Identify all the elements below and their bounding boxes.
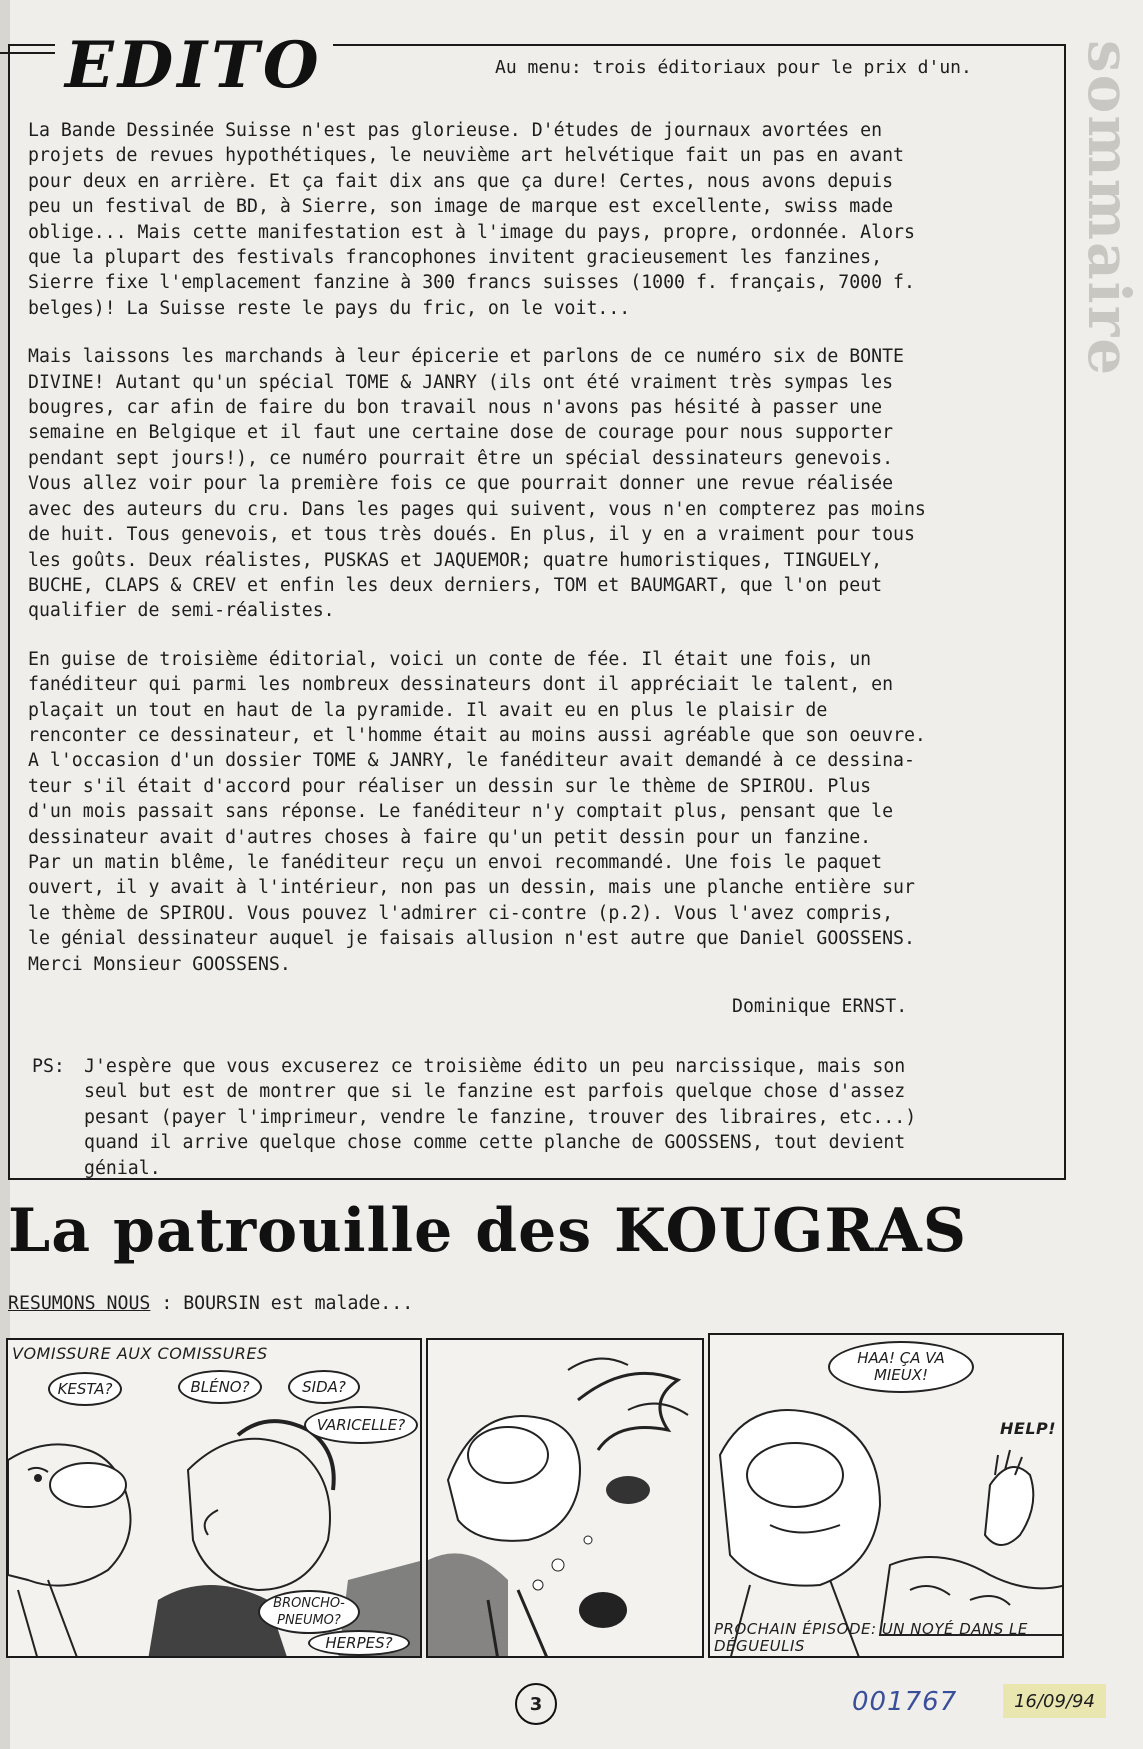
- bubble-herpes: HERPES?: [308, 1630, 410, 1656]
- edito-title: EDITO: [55, 28, 333, 104]
- bubble-sida: SIDA?: [288, 1370, 360, 1404]
- bubble-bleno: BLÉNO?: [178, 1370, 262, 1404]
- comic-panel-1: [6, 1338, 422, 1658]
- help-text: HELP!: [1000, 1419, 1057, 1438]
- comic-panel-3: [708, 1333, 1064, 1658]
- edito-paragraph-2: Mais laissons les marchands à leur épicerie et parlons de ce numéro six de BONTE DIVINE! Autant qu'un spécial TOME & JANRY (ils ont été vraiment très sympas les bougres, car afin de faire du bon travail nous n'avons pas hésité à passer une semaine en Belgique et il faut une certaine dose de courage pour nous supporter pendant sept jours!), ce numéro pourrait être un spécial dessinateurs genevois. Vous allez voir pour la première fois ce que pourrait donner une revue réalisée avec des auteurs du cru. Dans les pages qui suivent, vous n'en compterez pas moins de huit. Tous genevois, et tous très doués. En plus, il y en a vraiment pour tous les goûts. Deux réalistes, PUSKAS et JAQUEMOR; quatre humoristiques, TINGUELY, BUCHE, CLAPS & CREV et enfin les deux derniers, TOM et BAUMGART, que l'on peut qualifier de semi-réalistes.: [28, 346, 926, 622]
- panel-2-drawing: [428, 1340, 704, 1658]
- bubble-broncho-pneumo: BRONCHO-PNEUMO?: [258, 1590, 360, 1634]
- bubble-haa-ca-va-mieux: HAA! ÇA VA MIEUX!: [828, 1341, 974, 1393]
- edito-signature: Dominique ERNST.: [732, 996, 908, 1017]
- title-rule: [0, 52, 55, 54]
- panel-1-caption: VOMISSURE AUX COMISSURES: [12, 1344, 268, 1363]
- page-number: 3: [515, 1683, 557, 1725]
- date-stamp: 16/09/94: [1003, 1684, 1106, 1718]
- edito-subtitle: Au menu: trois éditoriaux pour le prix d'un.: [495, 57, 972, 78]
- edito-body: [28, 118, 1058, 1000]
- strip-title: La patrouille des KOUGRAS: [8, 1196, 968, 1266]
- bubble-kesta: KESTA?: [48, 1372, 122, 1406]
- ps-label: PS:: [32, 1056, 65, 1077]
- summary-text: : BOURSIN est malade...: [161, 1293, 414, 1314]
- inventory-number: 001767: [852, 1687, 958, 1717]
- bubble-varicelle: VARICELLE?: [304, 1406, 418, 1444]
- summary-label: RESUMONS NOUS: [8, 1293, 151, 1314]
- edito-paragraph-1: La Bande Dessinée Suisse n'est pas glorieuse. D'études de journaux avortées en projets de revues hypothétiques, le neuvième art helvétique fait un pas en avant pour deux en arrière. Et ça fait dix ans que ça dure! Certes, nous avons depuis peu un festival de BD, à Sierre, son image de marque est excellente, swiss made oblige... Mais cette manifestation est à l'image du pays, propre, ordonnée. Alors que la plupart des festivals francophones invitent gracieusement les fanzines, Sierre fixe l'emplacement fanzine à 300 francs suisses (1000 f. français, 7000 f. belges)! La Suisse reste le pays du fric, on le voit...: [28, 120, 915, 319]
- edito-paragraph-3: En guise de troisième éditorial, voici un conte de fée. Il était une fois, un fanéditeur qui parmi les nombreux dessinateurs dont il appréciait le talent, en plaçait un tout en haut de la pyramide. Il avait eu en plus le plaisir de renconter ce dessinateur, et l'homme était au moins aussi agréable que son oeuvre. A l'occasion d'un dossier TOME & JANRY, le fanéditeur avait demandé à ce dessina- teur s'il était d'accord pour réaliser un dessin sur le thème de SPIROU. Plus d'un mois passait sans réponse. Le fanéditeur n'y comptait plus, pensant que le dessinateur avait d'autres choses à faire qu'un petit dessin pour un fanzine. Par un matin blême, le fanéditeur reçu un envoi recommandé. Une fois le paquet ouvert, il y avait à l'intérieur, non pas un dessin, mais une planche entière sur le thème de SPIROU. Vous pouvez l'admirer ci-contre (p.2). Vous l'avez compris, le génial dessinateur auquel je faisais allusion n'est autre que Daniel GOOSSENS. Merci Monsieur GOOSSENS.: [28, 648, 926, 975]
- strip-summary: [8, 1293, 413, 1314]
- bleed-through-text: sommaire: [1075, 40, 1143, 378]
- ps-text: J'espère que vous excuserez ce troisième édito un peu narcissique, mais son seul but est de montrer que si le fanzine est parfois quelque chose d'assez pesant (payer l'imprimeur, vendre le fanzine, trouver des libraires, etc...) quand il arrive quelque chose comme cette planche de GOOSSENS, tout devient génial.: [84, 1056, 917, 1179]
- next-episode-caption: PROCHAIN ÉPISODE: UN NOYÉ DANS LE DÉGUEULIS: [714, 1620, 1028, 1655]
- comic-panel-2: [426, 1338, 704, 1658]
